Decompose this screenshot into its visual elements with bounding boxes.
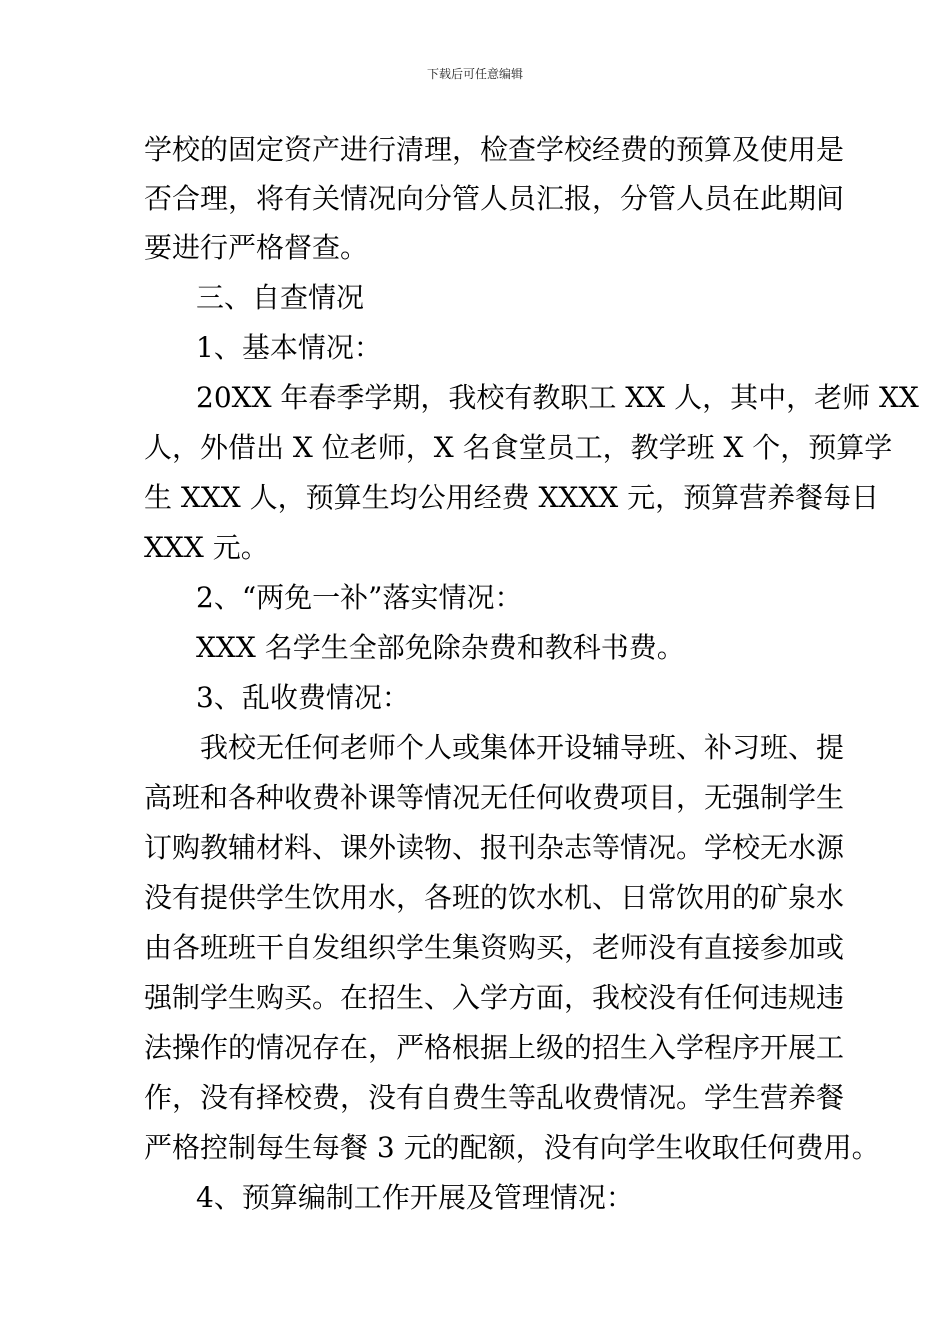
paragraph-line: 由各班班干自发组织学生集资购买，老师没有直接参加或 xyxy=(144,931,845,964)
section-heading: 三、自查情况 xyxy=(196,281,365,314)
paragraph-line: XXX 元。 xyxy=(144,531,269,564)
subsection-heading: 3、乱收费情况： xyxy=(196,681,410,714)
paragraph-line: 否合理，将有关情况向分管人员汇报，分管人员在此期间 xyxy=(144,182,845,215)
paragraph-line: 要进行严格督查。 xyxy=(144,231,369,264)
subsection-heading: 1、基本情况： xyxy=(196,331,382,364)
paragraph-line: 人，外借出 X 位老师，X 名食堂员工，教学班 X 个，预算学 xyxy=(144,431,893,464)
paragraph-line: 没有提供学生饮用水，各班的饮水机、日常饮用的矿泉水 xyxy=(144,881,845,914)
paragraph-line: XXX 名学生全部免除杂费和教科书费。 xyxy=(196,631,685,664)
paragraph-line: 法操作的情况存在，严格根据上级的招生入学程序开展工 xyxy=(144,1031,845,1064)
subsection-heading: 4、预算编制工作开展及管理情况： xyxy=(196,1181,634,1214)
page-header: 下载后可任意编辑 xyxy=(426,67,523,81)
paragraph-line: 强制学生购买。在招生、入学方面，我校没有任何违规违 xyxy=(144,981,845,1014)
paragraph-line: 我校无任何老师个人或集体开设辅导班、补习班、提 xyxy=(200,731,845,764)
paragraph-line: 作，没有择校费，没有自费生等乱收费情况。学生营养餐 xyxy=(144,1081,845,1114)
paragraph-line: 学校的固定资产进行清理，检查学校经费的预算及使用是 xyxy=(144,133,845,166)
subsection-heading: 2、“两免一补”落实情况： xyxy=(196,581,523,614)
paragraph-line: 订购教辅材料、课外读物、报刊杂志等情况。学校无水源 xyxy=(144,831,845,864)
paragraph-line: 20XX 年春季学期，我校有教职工 XX 人，其中，老师 XX xyxy=(196,381,919,414)
paragraph-line: 严格控制每生每餐 3 元的配额，没有向学生收取任何费用。 xyxy=(144,1131,880,1164)
paragraph-line: 高班和各种收费补课等情况无任何收费项目，无强制学生 xyxy=(144,781,845,814)
paragraph-line: 生 XXX 人，预算生均公用经费 XXXX 元，预算营养餐每日 xyxy=(144,481,880,514)
